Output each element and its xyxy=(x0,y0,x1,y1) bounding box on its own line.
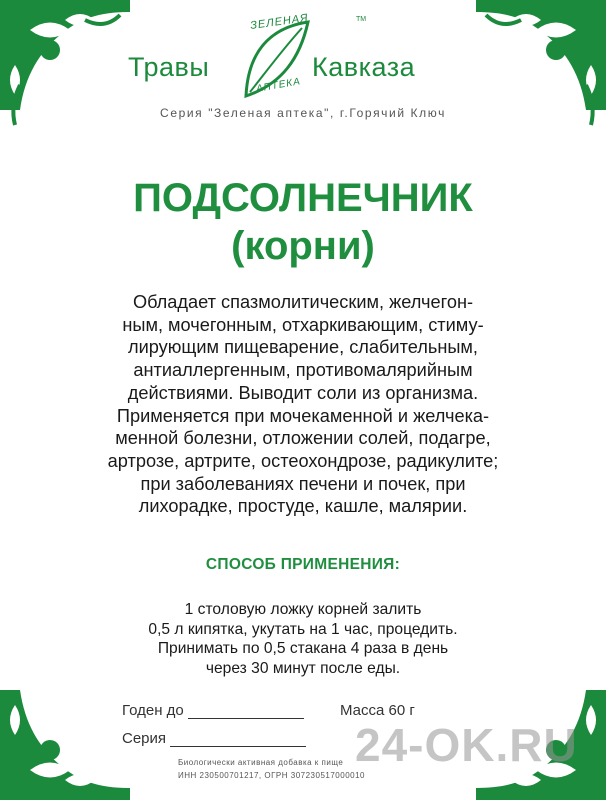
description-line: Обладает спазмолитическим, желчегон- xyxy=(132,292,474,312)
expiry-field xyxy=(122,702,304,719)
description-line: менной болезни, отложении солей, подагре, xyxy=(115,428,491,449)
usage-line: 0,5 л кипятка, укутать на 1 час, процедить. xyxy=(148,620,458,638)
usage-line: Принимать по 0,5 стакана 4 раза в день xyxy=(157,640,449,657)
description-line: лирующим пищеварение, слабительным, xyxy=(127,337,478,358)
description-line: артрозе, артрите, остеохондрозе, радикулите; xyxy=(107,450,499,471)
mass-field: Масса 60 г xyxy=(340,702,415,719)
description xyxy=(60,291,546,518)
product-subtitle: (корни) xyxy=(231,224,375,268)
usage-heading: СПОСОБ ПРИМЕНЕНИЯ: xyxy=(205,556,401,573)
series-field xyxy=(122,730,306,747)
logo-arc-bottom: АПТЕКА xyxy=(255,76,302,95)
description-line: действиями. Выводит соли из организма. xyxy=(127,382,479,403)
series-blank-line xyxy=(170,732,306,747)
usage-instructions xyxy=(80,600,526,678)
description-line: антиаллергенным, противомалярийным xyxy=(133,360,473,381)
brand-logo xyxy=(110,10,490,110)
trademark-sign: ТМ xyxy=(356,16,367,23)
logo-arc-top: ЗЕЛЕНАЯ xyxy=(249,11,310,33)
ornament-corner-bottom-left xyxy=(0,660,140,800)
brand-right-word: Кавказа xyxy=(312,52,416,82)
usage-line: 1 столовую ложку корней залить xyxy=(184,601,422,618)
expiry-blank-line xyxy=(188,704,304,719)
brand-left-word: Травы xyxy=(128,52,210,82)
fine-print-line: Биологически активная добавка к пище xyxy=(178,758,344,767)
usage-line: через 30 минут после еды. xyxy=(205,659,401,677)
description-line: при заболеваниях печени и почек, при xyxy=(140,473,466,494)
description-line: Применяется при мочекаменной и желчека- xyxy=(116,405,490,426)
description-line: ным, мочегонным, отхаркивающим, стиму- xyxy=(122,314,484,335)
description-line: лихорадке, простуде, кашле, малярии. xyxy=(138,496,468,517)
expiry-label: Годен до xyxy=(122,702,184,719)
product-title: ПОДСОЛНЕЧНИК xyxy=(133,176,473,220)
watermark: 24-OK.RU xyxy=(355,719,578,771)
fine-print-line: ИНН 230500701217, ОГРН 307230517000010 xyxy=(178,771,365,780)
series-line: Серия "Зеленая аптека", г.Горячий Ключ xyxy=(160,106,446,120)
series-label: Серия xyxy=(122,730,167,747)
